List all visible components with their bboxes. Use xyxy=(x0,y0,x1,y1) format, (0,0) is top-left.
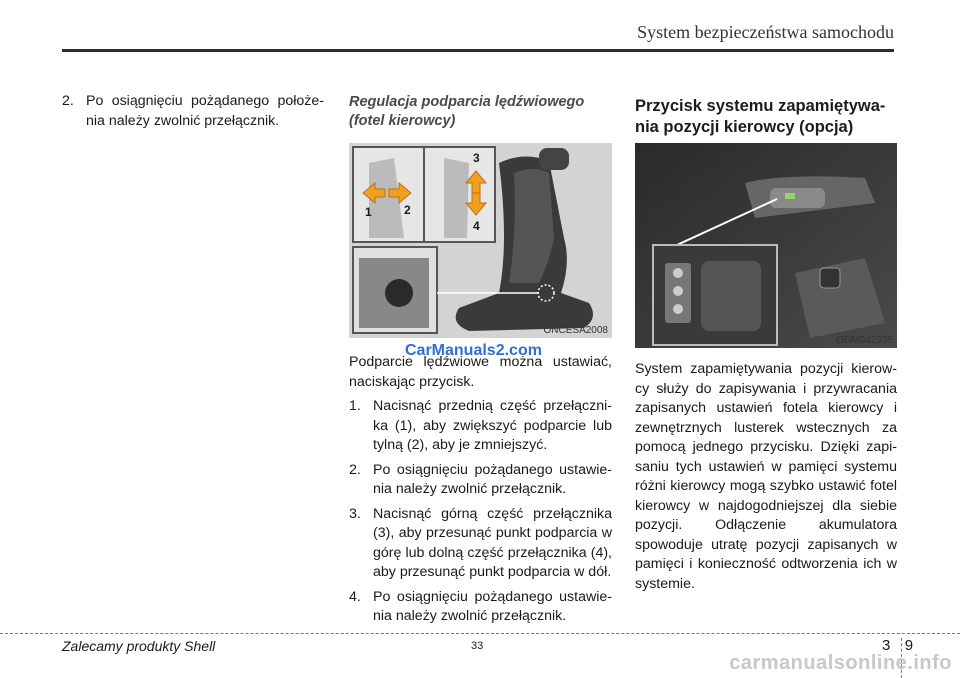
seat-illustration xyxy=(349,143,612,338)
list-item xyxy=(349,461,612,500)
figure-label-2: 2 xyxy=(404,203,411,217)
footer-rule xyxy=(0,633,960,634)
list-text: Po osiągnięciu pożądanego położe-nia należy zwolnić przełącznik. xyxy=(86,93,324,129)
list-number: 3. xyxy=(349,505,361,522)
list-number: 2. xyxy=(62,93,74,109)
list-text: Nacisnąć przednią część przełączni-ka (1), aby zwiększyć podparcie lub tylną (2), aby je zmniejszyć. xyxy=(373,398,612,453)
memory-heading-line-2: nia pozycji kierowcy (opcja) xyxy=(635,118,854,136)
column-3-body xyxy=(635,360,897,599)
lumbar-heading-line-1: Regulacja podparcia lędźwiowego xyxy=(349,94,585,110)
lumbar-heading xyxy=(349,93,619,131)
column-1 xyxy=(62,92,324,136)
figure-label-4: 4 xyxy=(473,219,480,233)
lumbar-intro: Podparcie lędźwiowe można ustawiać, naciskając przycisk. xyxy=(349,354,612,390)
footer-page-center: 33 xyxy=(471,640,484,652)
footer-slogan: Zalecamy produkty Shell xyxy=(62,638,216,654)
page-chapter: 3 xyxy=(882,637,891,654)
page-num: 9 xyxy=(904,637,914,654)
list-item xyxy=(349,397,612,456)
figure-label-1: 1 xyxy=(365,205,372,219)
list-number: 2. xyxy=(349,461,361,478)
list-text: Po osiągnięciu pożądanego ustawie-nia należy zwolnić przełącznik. xyxy=(373,461,612,497)
figure-code: ODM042335 xyxy=(836,335,893,346)
list-text: Nacisnąć górną część przełącznika (3), aby przesunąć punkt podparcia w górę lub dolną część przełącznika (4), aby przesunąć punkt podparcia w dół. xyxy=(373,505,612,580)
list-item xyxy=(62,92,324,131)
list-number: 1. xyxy=(349,398,361,414)
figure-code: ONCESA2008 xyxy=(543,325,608,336)
figure-label-3: 3 xyxy=(473,151,480,165)
footer-site-watermark: carmanualsonline.info xyxy=(729,652,952,674)
memory-button-figure xyxy=(635,143,897,348)
header-rule xyxy=(62,49,894,52)
memory-body: System zapamiętywania pozycji kierow-cy służy do zapisywania i przywracania zapisanych ustawień fotela kierowcy i zewnętrznych lusterek wstecznych za pomocą jednego przycisku. Dzięki zapi-saniu tych ustawień w pamięci systemu różni kierowcy mogą szybko ustawić fotel kierowcy w najdogodniejszej dla siebie pozycji. Odłączenie akumulatora spowoduje utratę pozycji zapisanych w pamięci i konieczność odtworzenia ich w systemie. xyxy=(635,361,897,592)
memory-heading xyxy=(635,96,900,138)
list-number: 4. xyxy=(349,588,361,605)
lumbar-heading-line-2: (fotel kierowcy) xyxy=(349,113,456,129)
column-2-body xyxy=(349,353,612,632)
list-item xyxy=(349,505,612,583)
door-panel-illustration xyxy=(635,143,897,348)
list-item xyxy=(349,588,612,627)
watermark: CarManuals2.com xyxy=(405,342,542,359)
list-text: Po osiągnięciu pożądanego ustawie-nia należy zwolnić przełącznik. xyxy=(373,588,612,624)
memory-heading-line-1: Przycisk systemu zapamiętywa- xyxy=(635,97,886,115)
lumbar-support-figure xyxy=(349,143,612,338)
page-header-title: System bezpieczeństwa samochodu xyxy=(637,22,894,42)
